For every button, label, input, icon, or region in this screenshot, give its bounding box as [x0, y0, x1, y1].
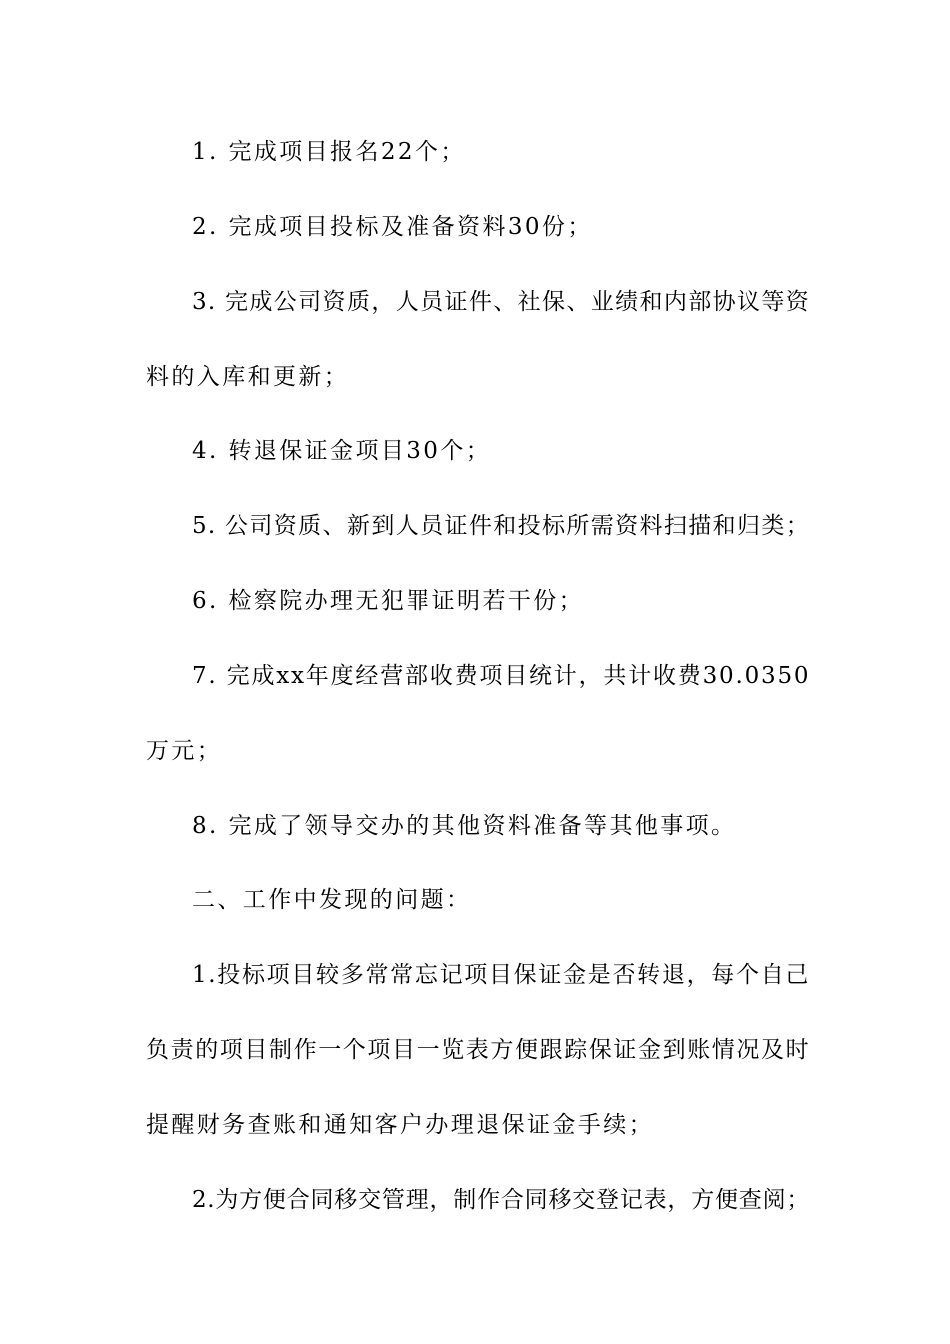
list-item-5: 5. 公司资质、新到人员证件和投标所需资料扫描和归类； [192, 513, 810, 539]
issue-1-line-1: 1.投标项目较多常常忘记项目保证金是否转退，每个自己 [192, 962, 810, 988]
list-item-2: 2. 完成项目投标及准备资料30份； [192, 214, 593, 240]
list-item-3-line-1: 3. 完成公司资质，人员证件、社保、业绩和内部协议等资 [192, 289, 810, 315]
issue-2: 2.为方便合同移交管理，制作合同移交登记表，方便查阅； [192, 1187, 810, 1213]
issue-1-line-3: 提醒财务查账和通知客户办理退保证金手续； [146, 1112, 654, 1138]
list-item-4: 4. 转退保证金项目30个； [192, 438, 492, 464]
list-item-8: 8. 完成了领导交办的其他资料准备等其他事项。 [192, 813, 737, 839]
list-item-1: 1. 完成项目报名22个； [192, 139, 466, 165]
list-item-6: 6. 检察院办理无犯罪证明若干份； [192, 588, 585, 614]
list-item-7-line-1: 7. 完成xx年度经营部收费项目统计，共计收费30.0350 [192, 663, 811, 689]
section-heading: 二、工作中发现的问题： [192, 887, 472, 913]
issue-1-line-2: 负责的项目制作一个项目一览表方便跟踪保证金到账情况及时 [146, 1037, 811, 1063]
list-item-7-line-2: 万元； [146, 738, 223, 764]
list-item-3-line-2: 料的入库和更新； [146, 364, 350, 390]
